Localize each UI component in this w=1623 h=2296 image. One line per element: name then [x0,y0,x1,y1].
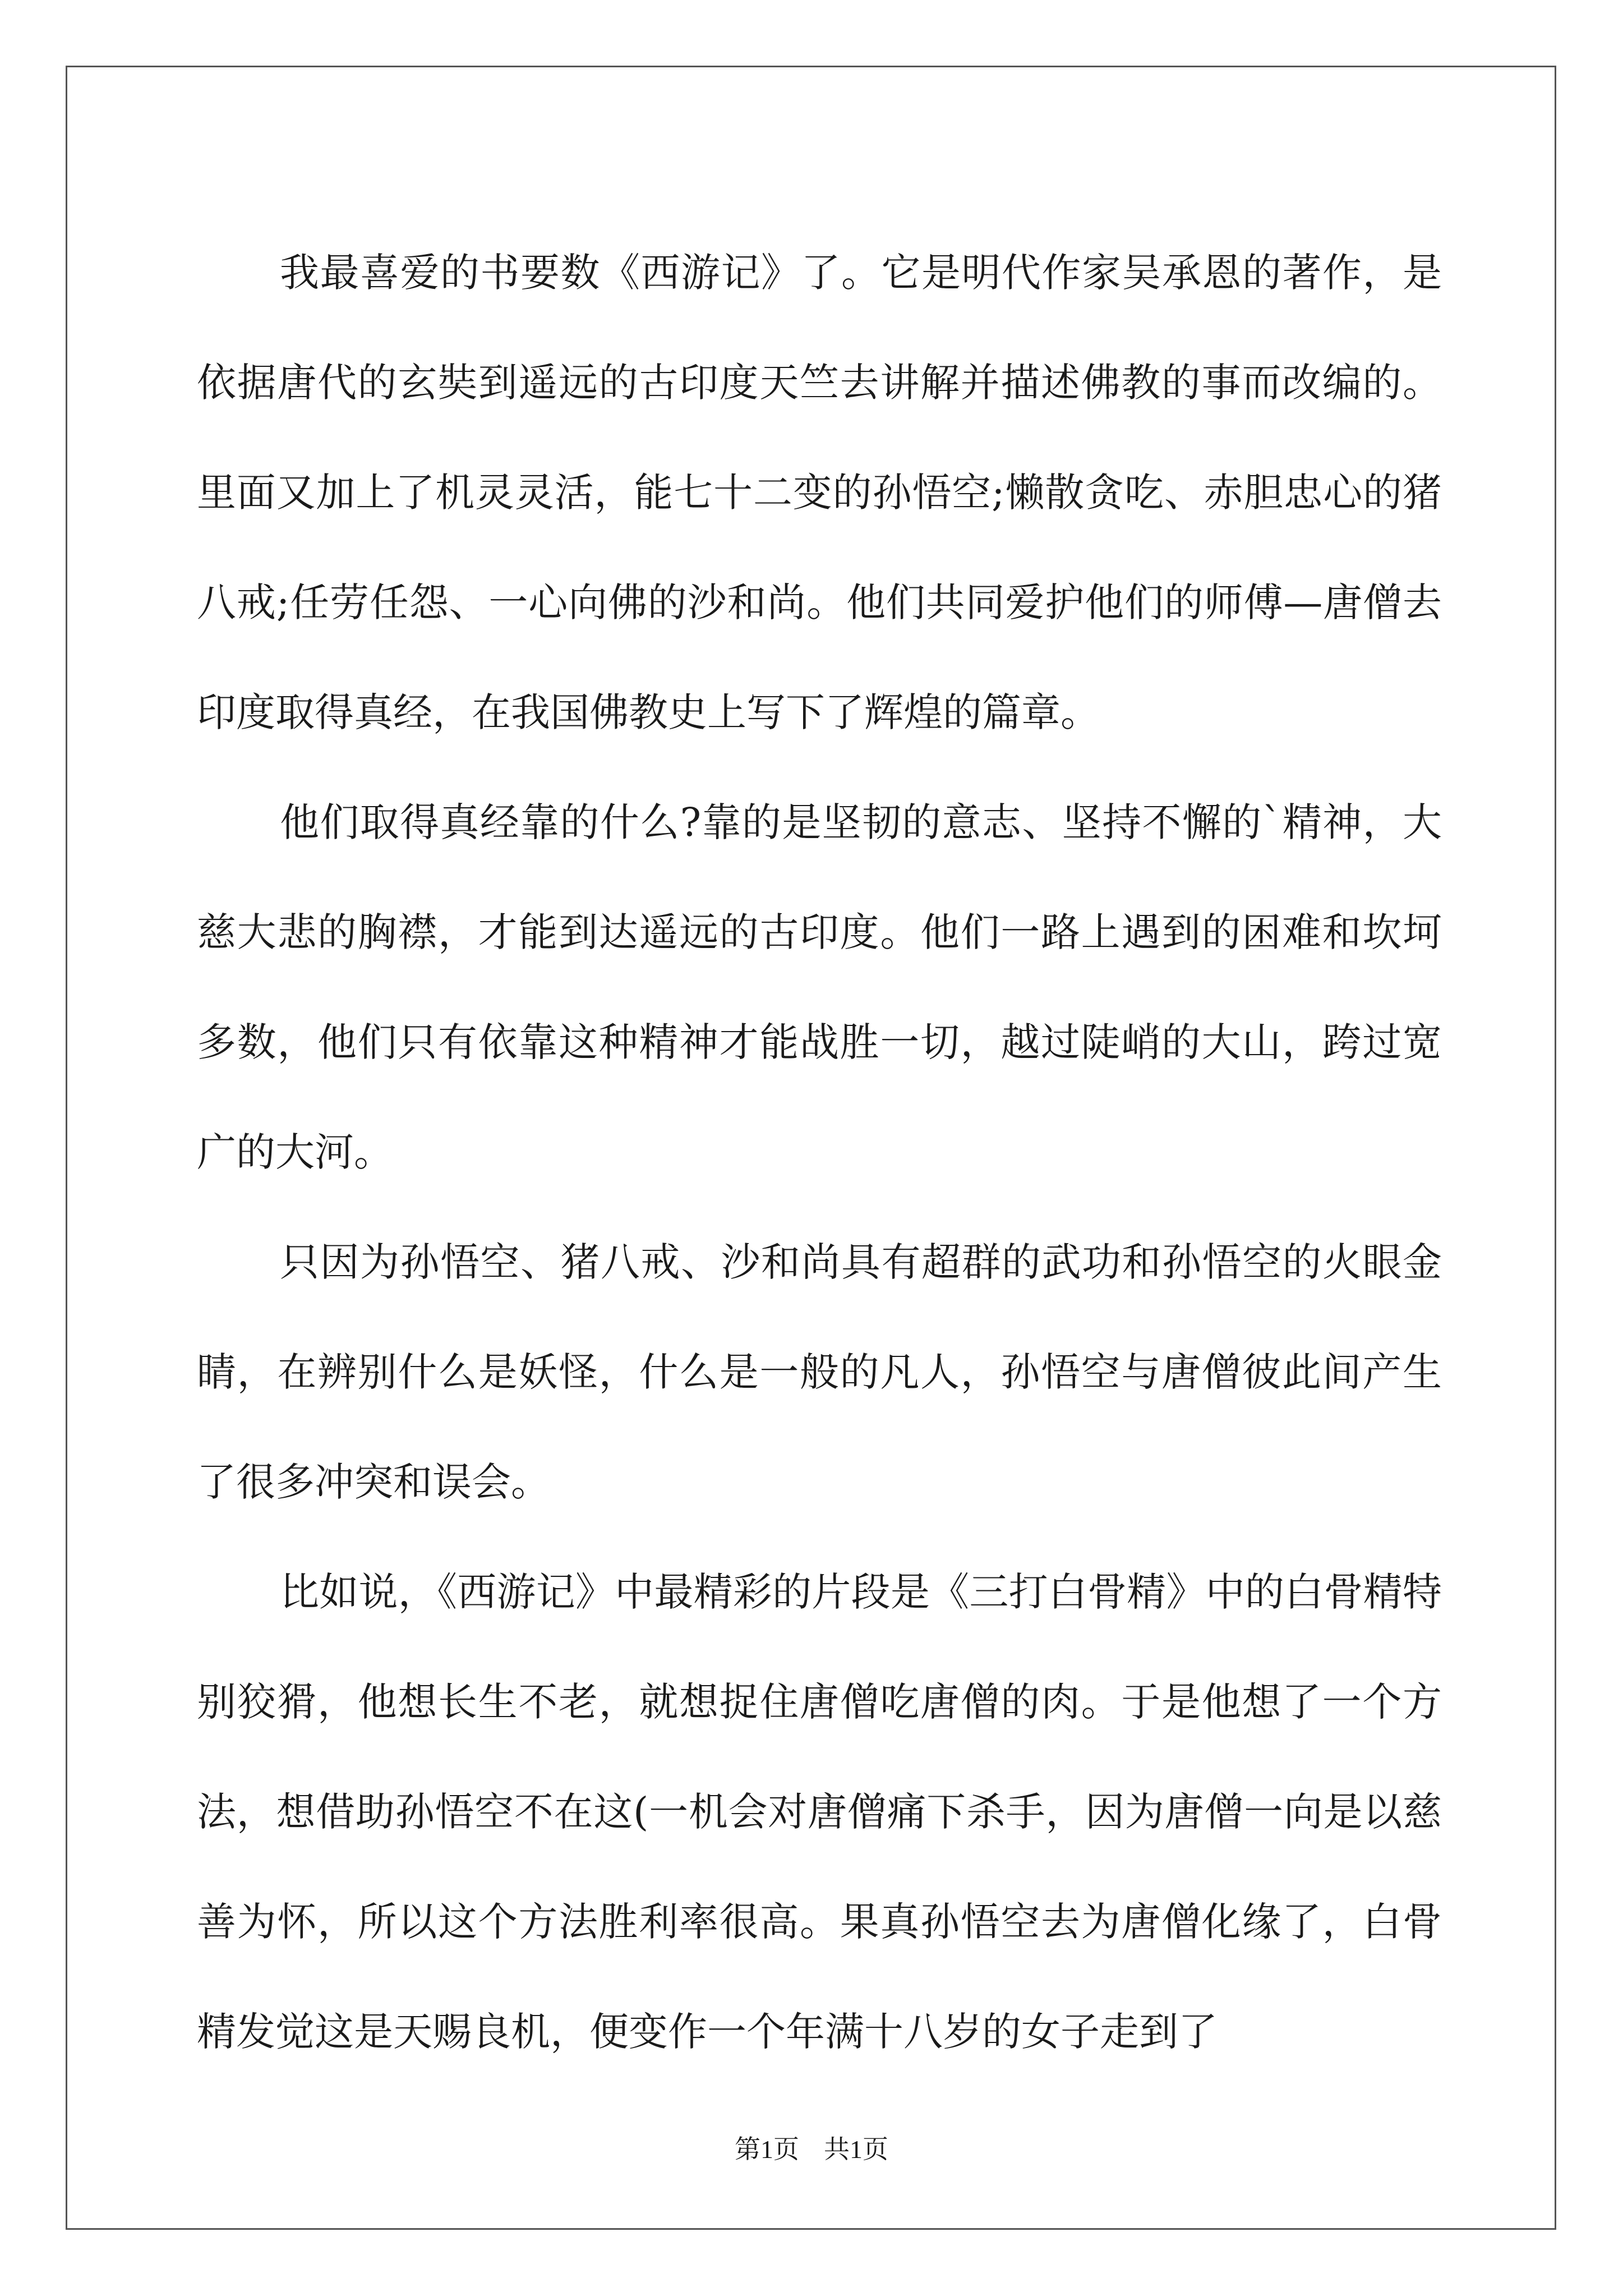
page-number: 第1页 [735,2135,799,2164]
page-footer [0,2129,1623,2166]
essay-body [197,218,1442,2087]
paragraph: 我最喜爱的书要数《西游记》了。它是明代作家吴承恩的著作，是依据唐代的玄奘到遥远的古印度天竺去讲解并描述佛教的事而改编的。里面又加上了机灵灵活，能七十二变的孙悟空;懒散贪吃、赤胆忠心的猪八戒;任劳任怨、一心向佛的沙和尚。他们共同爱护他们的师傅—唐僧去印度取得真经，在我国佛教史上写下了辉煌的篇章。 [197,250,1442,735]
page-total: 共1页 [824,2135,888,2164]
paragraph: 他们取得真经靠的什么?靠的是坚韧的意志、坚持不懈的`精神，大慈大悲的胸襟，才能到达遥远的古印度。他们一路上遇到的困难和坎坷多数，他们只有依靠这种精神才能战胜一切，越过陡峭的大山，跨过宽广的大河。 [197,799,1442,1175]
paragraph: 比如说，《西游记》中最精彩的片段是《三打白骨精》中的白骨精特别狡猾，他想长生不老，就想捉住唐僧吃唐僧的肉。于是他想了一个方法，想借助孙悟空不在这(一机会对唐僧痛下杀手，因为唐僧一向是以慈善为怀，所以这个方法胜利率很高。果真孙悟空去为唐僧化缘了，白骨精发觉这是天赐良机，便变作一个年满十八岁的女子走到了 [197,1569,1442,2055]
paragraph: 只因为孙悟空、猪八戒、沙和尚具有超群的武功和孙悟空的火眼金睛，在辨别什么是妖怪，什么是一般的凡人，孙悟空与唐僧彼此间产生了很多冲突和误会。 [197,1239,1442,1505]
